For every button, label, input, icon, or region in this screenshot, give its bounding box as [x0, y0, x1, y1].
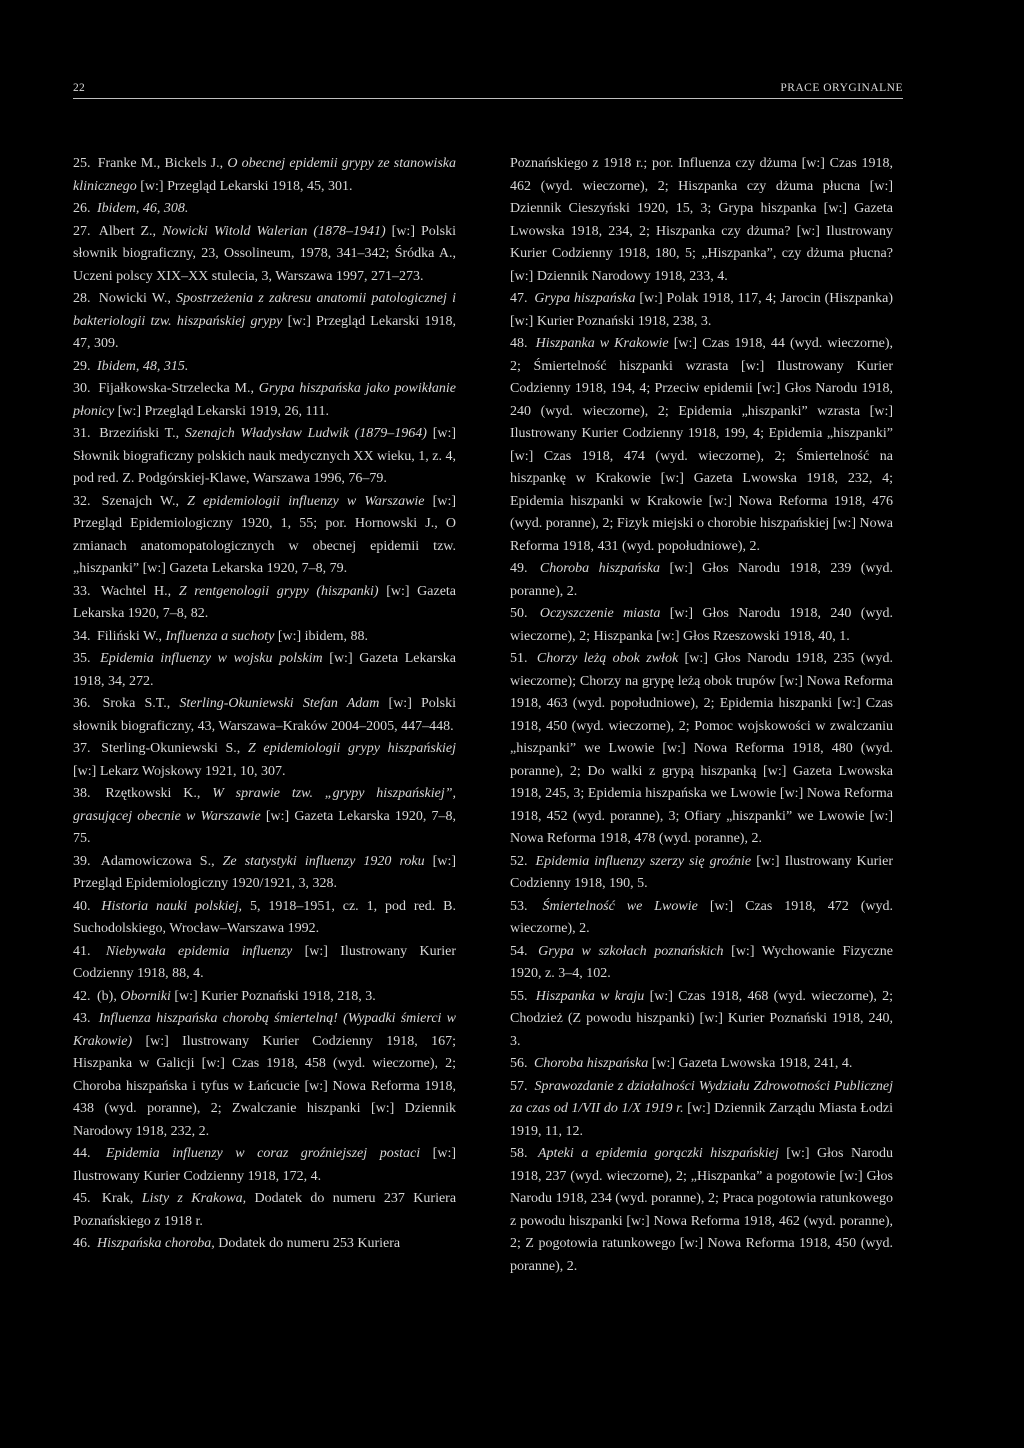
reference-source: [w:] Czas 1918, 468 (wyd. wieczorne), 2; Chodzież (Z powodu hiszpanki) [w:] Kurier Poznański 1918, 240, 3.: [510, 988, 894, 1049]
reference-author: Nowicki W.,: [98, 291, 171, 306]
reference-title: Hiszpanka w kraju: [535, 988, 645, 1004]
reference-entry: [73, 1143, 456, 1188]
reference-number: 54.: [510, 943, 528, 959]
reference-title: Influenza a suchoty: [165, 628, 275, 644]
reference-number: 57.: [510, 1078, 528, 1094]
reference-source: [w:] Czas 1918, 44 (wyd. wieczorne), 2; Śmiertelność hiszpanki wzrasta [w:] Ilustrowany Kurier Codzienny 1918, 194, 4; Przeciw epidemii [w:] Głos Narodu 1918, 240 (wyd. wieczorne), 2; Epidemia „hiszpanki” wzrasta [w:] Ilustrowany Kurier Codzienny 1918, 199, 4; Epidemia „hiszpanki” [w:] Czas 1918, 474 (wyd. wieczorne), 2; Śmiertelność na hiszpankę w Krakowie [w:] Gazeta Lwowska 1918, 232, 4; Epidemia hiszpanki w Krakowie [w:] Nowa Reforma 1918, 476 (wyd. poranne), 2; Fizyk miejski o chorobie hiszpańskiej [w:] Nowa Reforma 1918, 431 (wyd. popołudniowe), 2.: [510, 336, 894, 554]
reference-number: 48.: [510, 336, 528, 351]
reference-source: [w:] Przegląd Epidemiologiczny 1920, 1, 55; por. Hornowski J., O zmianach anatomopatologicznych w obecnej epidemii tzw. „hiszpanki” [w:] Gazeta Lekarska 1920, 7–8, 79.: [73, 493, 456, 576]
reference-entry: [73, 581, 456, 626]
reference-title: Niebywała epidemia influenzy: [105, 943, 293, 959]
reference-entry: [73, 288, 456, 356]
reference-number: 30.: [73, 381, 91, 396]
reference-author: Adamowiczowa S.,: [100, 853, 215, 869]
reference-number: 51.: [510, 651, 528, 666]
reference-title: Hiszpańska choroba,: [97, 1236, 215, 1251]
reference-source: [w:] Przegląd Lekarski 1919, 26, 111.: [117, 403, 329, 419]
reference-title: Ibidem, 48, 315.: [97, 358, 189, 374]
reference-source: Poznańskiego z 1918 r.; por. Influenza czy dżuma [w:] Czas 1918, 462 (wyd. wieczorne), 2; Hiszpanka czy dżuma płucna [w:] Dziennik Cieszyński 1920, 15, 3; Grypa hiszpanka [w:] Gazeta Lwowska 1918, 234, 2; Hiszpanka czy dżuma? [w:] Ilustrowany Kurier Codzienny 1918, 180, 5; „Hiszpanka”, czy dżuma płucna? [w:] Dziennik Narodowy 1918, 233, 4.: [510, 156, 893, 284]
reference-number: 46.: [73, 1236, 91, 1251]
reference-source: [w:] Kurier Poznański 1918, 218, 3.: [174, 988, 376, 1004]
reference-source: [w:] Polak 1918, 117, 4; Jarocin (Hiszpanka) [w:] Kurier Poznański 1918, 238, 3.: [510, 291, 893, 329]
reference-number: 45.: [73, 1191, 91, 1206]
reference-title: Historia nauki polskiej,: [101, 898, 243, 914]
reference-number: 28.: [73, 291, 91, 306]
reference-title: Szenajch Władysław Ludwik (1879–1964): [184, 426, 427, 441]
reference-entry: [510, 288, 893, 333]
reference-entry: [510, 1053, 893, 1076]
reference-author: Krak,: [101, 1191, 134, 1206]
reference-entry: [73, 693, 456, 738]
reference-source: [w:] Głos Narodu 1918, 240 (wyd. wieczorne), 2; Hiszpanka [w:] Głos Rzeszowski 1918, 40, 1.: [510, 606, 894, 644]
reference-entry: [510, 153, 893, 288]
reference-author: Wachtel H.,: [100, 583, 172, 599]
reference-title: Ibidem, 46, 308.: [97, 201, 189, 216]
reference-entry: [73, 423, 456, 491]
reference-source: [w:] Czas 1918, 472 (wyd. wieczorne), 2.: [510, 898, 893, 936]
reference-entry: [510, 648, 893, 851]
reference-entry: [510, 1076, 893, 1144]
reference-number: 32.: [73, 493, 91, 509]
reference-entry: [510, 896, 893, 941]
reference-source: [w:] Ilustrowany Kurier Codzienny 1918, 88, 4.: [73, 943, 457, 981]
reference-entry: [73, 153, 456, 198]
reference-entry: [73, 626, 456, 649]
reference-title: Ze statystyki influenzy 1920 roku: [222, 853, 425, 869]
reference-title: Z epidemiologii influenzy w Warszawie: [187, 493, 425, 509]
reference-number: 34.: [73, 628, 91, 644]
reference-source: [w:] Gazeta Lekarska 1920, 7–8, 75.: [73, 808, 456, 846]
reference-source: 5, 1918–1951, cz. 1, pod red. B. Suchodolskiego, Wrocław–Warszawa 1992.: [73, 898, 457, 936]
reference-number: 25.: [73, 156, 91, 171]
reference-number: 43.: [73, 1011, 91, 1026]
reference-number: 42.: [73, 988, 91, 1004]
reference-number: 47.: [510, 291, 528, 306]
reference-title: Sterling-Okuniewski Stefan Adam: [179, 696, 380, 711]
reference-title: Influenza hiszpańska chorobą śmiertelną! (Wypadki śmierci w Krakowie): [73, 1011, 456, 1049]
reference-source: [w:] Gazeta Lekarska 1920, 7–8, 82.: [73, 583, 457, 621]
reference-title: O obecnej epidemii grypy ze stanowiska klinicznego: [73, 156, 457, 194]
reference-entry: [510, 851, 893, 896]
reference-number: 55.: [510, 988, 528, 1004]
reference-title: Śmiertelność we Lwowie: [542, 898, 698, 914]
reference-title: Grypa hiszpańska jako powikłanie płonicy: [73, 381, 456, 419]
reference-title: Nowicki Witold Walerian (1878–1941): [162, 223, 386, 239]
reference-source: [w:] Gazeta Lekarska 1918, 34, 272.: [73, 651, 457, 689]
reference-title: Apteki a epidemia gorączki hiszpańskiej: [538, 1146, 779, 1161]
reference-number: 29.: [73, 358, 91, 374]
reference-number: 27.: [73, 223, 91, 239]
reference-number: 56.: [510, 1056, 528, 1071]
reference-entry: [73, 986, 456, 1009]
reference-entry: [73, 1233, 456, 1256]
reference-number: 31.: [73, 426, 91, 441]
reference-source: [w:] Ilustrowany Kurier Codzienny 1918, 167; Hiszpanka w Galicji [w:] Czas 1918, 458 (wyd. wieczorne), 2; Choroba hiszpańska i tyfus w Łańcucie [w:] Nowa Reforma 1918, 438 (wyd. poranne), 2; Zwalczanie hiszpanki [w:] Dziennik Narodowy 1918, 232, 2.: [73, 1033, 456, 1139]
reference-title: Listy z Krakowa,: [141, 1191, 247, 1206]
reference-entry: [73, 783, 456, 851]
reference-author: Sterling-Okuniewski S.,: [101, 741, 241, 756]
reference-title: Grypa hiszpańska: [534, 291, 636, 306]
reference-source: [w:] Polski słownik biograficzny, 23, Ossolineum, 1978, 341–342; Śródka A., Uczeni polscy XIX–XX stulecia, 3, Warszawa 1997, 271–273.: [73, 223, 456, 284]
reference-entry: [73, 1008, 456, 1143]
reference-title: Hiszpanka w Krakowie: [535, 336, 669, 351]
reference-entry: [73, 198, 456, 221]
reference-entry: [510, 333, 893, 558]
reference-author: Filiński W.,: [97, 628, 162, 644]
right-column: [510, 153, 893, 1278]
reference-number: 38.: [73, 786, 91, 801]
reference-source: [w:] Gazeta Lwowska 1918, 241, 4.: [651, 1056, 853, 1071]
reference-title: Grypa w szkołach poznańskich: [538, 943, 724, 959]
reference-author: (b),: [97, 988, 117, 1004]
reference-number: 58.: [510, 1146, 528, 1161]
reference-source: [w:] Dziennik Zarządu Miasta Łodzi 1919, 11, 12.: [510, 1101, 893, 1139]
reference-source: [w:] Ilustrowany Kurier Codzienny 1918, 172, 4.: [73, 1146, 456, 1184]
reference-source: [w:] Głos Narodu 1918, 237 (wyd. wieczorne), 2; „Hiszpanka” a pogotowie [w:] Głos Narodu 1918, 234 (wyd. poranne), 2; Praca pogotowia ratunkowego z powodu hiszpanki [w:] Nowa Reforma 1918, 462 (wyd. poranne), 2; Z pogotowia ratunkowego [w:] Nowa Reforma 1918, 450 (wyd. poranne), 2.: [510, 1146, 893, 1274]
reference-source: Dodatek do numeru 253 Kuriera: [218, 1236, 401, 1251]
reference-source: [w:] Głos Narodu 1918, 235 (wyd. wieczorne); Chorzy na grypę leżą obok trupów [w:] Nowa Reforma 1918, 463 (wyd. popołudniowe), 2; Epidemia hiszpanki [w:] Czas 1918, 450 (wyd. wieczorne), 2; Pomoc wojskowości w zwalczaniu „hiszpanki” we Lwowie [w:] Nowa Reforma 1918, 480 (wyd. poranne), 2; Do walki z grypą hiszpanką [w:] Gazeta Lwowska 1918, 245, 3; Epidemia hiszpańska we Lwowie [w:] Nowa Reforma 1918, 452 (wyd. poranne), 3; Ofiary „hiszpanki” we Lwowie [w:] Nowa Reforma 1918, 478 (wyd. poranne), 2.: [510, 651, 894, 846]
reference-author: Sroka S.T.,: [102, 696, 171, 711]
reference-entry: [510, 558, 893, 603]
page-number: 22: [73, 82, 86, 94]
reference-author: Rzętkowski K.,: [105, 786, 201, 801]
reference-source: [w:] Wychowanie Fizyczne 1920, z. 3–4, 102.: [510, 943, 894, 981]
reference-title: Spostrzeżenia z zakresu anatomii patologicznej i bakteriologii tzw. hiszpańskiej grypy: [73, 291, 457, 329]
reference-title: Z rentgenologii grypy (hiszpanki): [178, 583, 379, 599]
reference-number: 49.: [510, 561, 528, 576]
reference-entry: [510, 986, 893, 1054]
section-title: PRACE ORYGINALNE: [780, 82, 903, 94]
reference-entry: [73, 851, 456, 896]
reference-entry: [73, 738, 456, 783]
reference-author: Fijałkowska-Strzelecka M.,: [98, 381, 254, 396]
reference-title: Epidemia influenzy szerzy się groźnie: [535, 853, 752, 869]
reference-number: 53.: [510, 898, 528, 914]
reference-title: Epidemia influenzy w coraz groźniejszej postaci: [106, 1146, 421, 1161]
reference-source: [w:] Głos Narodu 1918, 239 (wyd. poranne), 2.: [510, 561, 893, 599]
reference-entry: [73, 356, 456, 379]
reference-author: Albert Z.,: [98, 223, 157, 239]
reference-entry: [510, 1143, 893, 1278]
reference-entry: [73, 941, 456, 986]
reference-title: Oczyszczenie miasta: [539, 606, 661, 621]
reference-source: [w:] Słownik biograficzny polskich nauk medycznych XX wieku, 1, z. 4, pod red. Z. Podgórskiej-Klawe, Warszawa 1996, 76–79.: [73, 426, 457, 486]
reference-title: Epidemia influenzy w wojsku polskim: [100, 651, 323, 666]
reference-number: 39.: [73, 853, 91, 869]
reference-entry: [73, 378, 456, 423]
reference-source: [w:] Polski słownik biograficzny, 43, Warszawa–Kraków 2004–2005, 447–448.: [73, 696, 457, 734]
reference-source: [w:] ibidem, 88.: [277, 628, 369, 644]
reference-number: 33.: [73, 583, 91, 599]
reference-source: [w:] Lekarz Wojskowy 1921, 10, 307.: [73, 763, 286, 779]
reference-title: Choroba hiszpańska: [539, 561, 661, 576]
reference-source: [w:] Przegląd Lekarski 1918, 47, 309.: [73, 313, 456, 351]
reference-title: Z epidemiologii grypy hiszpańskiej: [247, 741, 457, 756]
reference-title: Chorzy leżą obok zwłok: [536, 651, 679, 666]
reference-title: Choroba hiszpańska: [534, 1056, 649, 1071]
left-column: [73, 153, 456, 1256]
reference-source: [w:] Ilustrowany Kurier Codzienny 1918, 190, 5.: [510, 853, 894, 891]
reference-author: Franke M., Bickels J.,: [97, 156, 224, 171]
reference-number: 41.: [73, 943, 91, 959]
reference-source: Dodatek do numeru 237 Kuriera Poznańskiego z 1918 r.: [73, 1191, 457, 1229]
reference-number: 37.: [73, 741, 91, 756]
reference-source: [w:] Przegląd Lekarski 1918, 45, 301.: [140, 178, 353, 194]
reference-title: Sprawozdanie z działalności Wydziału Zdrowotności Publicznej za czas od 1/VII do 1/X 1919 r.: [510, 1078, 893, 1116]
reference-number: 50.: [510, 606, 528, 621]
reference-number: 52.: [510, 853, 528, 869]
reference-source: [w:] Przegląd Epidemiologiczny 1920/1921, 3, 328.: [73, 853, 456, 891]
reference-entry: [510, 603, 893, 648]
reference-entry: [73, 896, 456, 941]
reference-author: Brzeziński T.,: [99, 426, 180, 441]
reference-entry: [73, 491, 456, 581]
reference-entry: [73, 648, 456, 693]
reference-number: 40.: [73, 898, 91, 914]
reference-number: 26.: [73, 201, 91, 216]
reference-title: Oborniki: [120, 988, 171, 1004]
reference-number: 35.: [73, 651, 91, 666]
page-header: [73, 82, 903, 99]
reference-author: Szenajch W.,: [101, 493, 179, 509]
reference-number: 44.: [73, 1146, 91, 1161]
reference-entry: [73, 221, 456, 289]
reference-title: W sprawie tzw. „grypy hiszpańskiej”, grasującej obecnie w Warszawie: [73, 786, 457, 824]
reference-entry: [510, 941, 893, 986]
reference-entry: [73, 1188, 456, 1233]
reference-number: 36.: [73, 696, 91, 711]
